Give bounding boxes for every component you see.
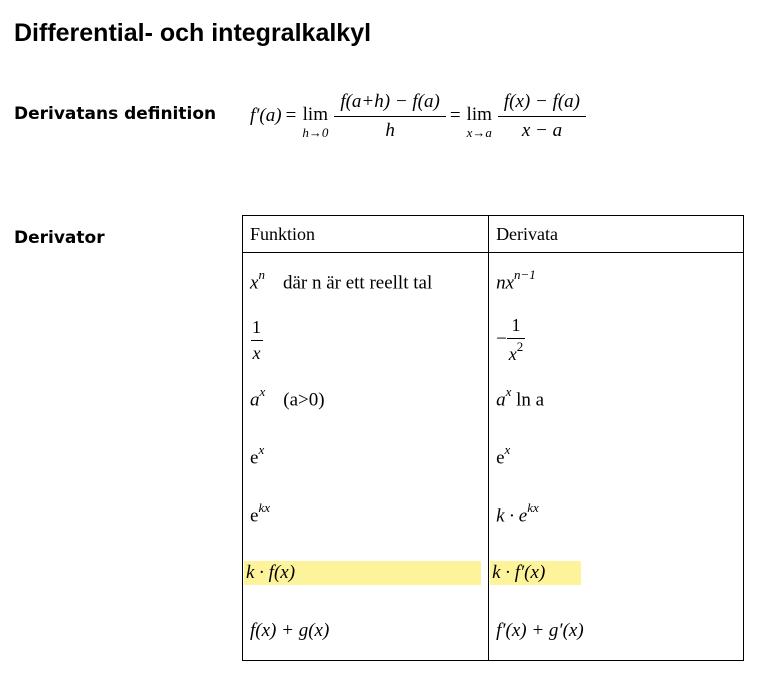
equals-sign: = (285, 105, 297, 126)
highlight (244, 561, 481, 585)
base: x (250, 272, 259, 294)
base: nx (496, 272, 514, 294)
condition: (a>0) (283, 389, 325, 411)
exponent: x (505, 383, 512, 399)
derivative-cell (489, 602, 744, 661)
table-row (243, 544, 744, 602)
definition-label: Derivatans definition (14, 104, 217, 124)
fraction-denominator: h (334, 116, 446, 142)
table-row (243, 369, 744, 427)
derivative-cell (489, 544, 744, 602)
numerator: 1 (511, 315, 521, 336)
denominator (507, 338, 526, 365)
derivative-cell (489, 311, 744, 369)
highlight (490, 561, 581, 585)
exponent: x (258, 441, 265, 457)
table-header-row (243, 216, 744, 253)
expression: k · f(x) (246, 561, 296, 583)
definition-lhs: f′(a) (250, 105, 282, 126)
table-row (243, 427, 744, 485)
fraction (250, 317, 263, 364)
exponent: kx (527, 499, 539, 515)
derivatives-label: Derivator (14, 228, 105, 248)
page-title: Differential- och integralkalkyl (14, 19, 372, 47)
fraction-numerator: f(a+h) − f(a) (340, 90, 440, 112)
expression: f′(x) + g′(x) (496, 619, 584, 641)
expression: k · f′(x) (492, 561, 546, 583)
function-cell (243, 427, 489, 485)
exponent: 2 (516, 339, 524, 355)
exponent: x (504, 441, 511, 457)
base: e (250, 447, 259, 469)
derivative-cell (489, 486, 744, 544)
equals-sign: = (449, 105, 461, 126)
exponent: n−1 (514, 267, 536, 283)
lim-word: lim (302, 104, 328, 125)
lim-word: lim (466, 104, 492, 125)
limit-x (467, 104, 492, 140)
denominator: x (251, 340, 263, 364)
lim-subscript: x→a (466, 125, 492, 140)
base: x (508, 344, 517, 365)
base: e (250, 505, 259, 527)
derivative-cell (489, 427, 744, 485)
base: k · e (496, 505, 528, 527)
ln-term: ln a (516, 389, 545, 411)
table-row (243, 311, 744, 369)
function-cell (243, 544, 489, 602)
function-cell (243, 602, 489, 661)
limit-h (302, 104, 328, 140)
exponent: kx (258, 499, 270, 515)
expression: f(x) + g(x) (250, 619, 330, 641)
header-function: Funktion (243, 216, 489, 253)
base: e (496, 447, 505, 469)
base: a (496, 389, 506, 411)
function-cell (243, 311, 489, 369)
fraction-numerator: f(x) − f(a) (503, 90, 581, 112)
difference-quotient-h (337, 91, 443, 142)
base: a (250, 389, 260, 411)
table-row (243, 486, 744, 544)
fraction (507, 315, 526, 365)
derivative-definition-formula (250, 85, 586, 147)
minus-sign: − (496, 328, 507, 350)
header-derivative: Derivata (489, 216, 744, 253)
table-row (243, 602, 744, 661)
exponent: n (258, 267, 265, 283)
table-row (243, 253, 744, 312)
difference-quotient-x (501, 91, 583, 142)
numerator: 1 (252, 316, 261, 337)
function-cell (243, 253, 489, 312)
lim-subscript: h→0 (302, 125, 329, 140)
derivative-cell (489, 369, 744, 427)
function-cell (243, 369, 489, 427)
derivative-table (242, 215, 744, 661)
derivative-cell (489, 253, 744, 312)
fraction-denominator: x − a (498, 116, 586, 142)
exponent: x (259, 383, 266, 399)
note: där n är ett reellt tal (282, 272, 433, 294)
function-cell (243, 486, 489, 544)
